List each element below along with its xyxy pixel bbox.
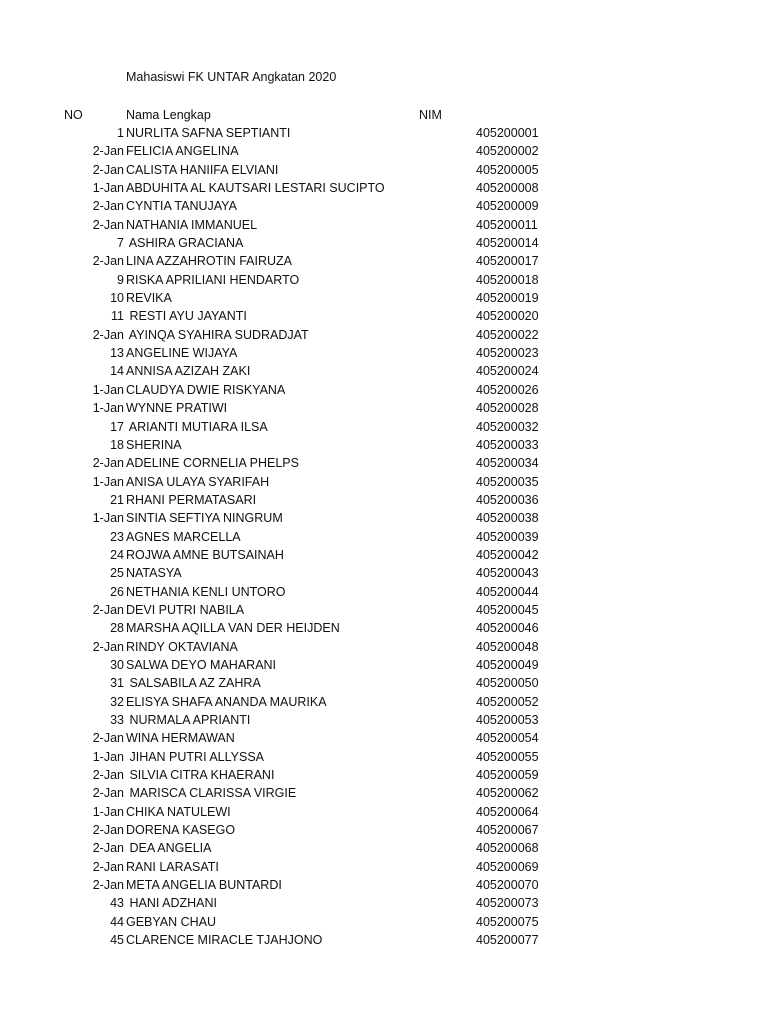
row-number: 2-Jan — [92, 731, 124, 746]
row-number: 28 — [110, 621, 124, 636]
row-number: 11 — [111, 309, 124, 324]
table-row — [0, 748, 768, 766]
row-number: 1-Jan — [92, 474, 124, 489]
table-row — [0, 858, 768, 876]
student-nim: 405200043 — [476, 566, 539, 581]
row-number: 2-Jan — [92, 217, 124, 232]
student-name: ANNISA AZIZAH ZAKI — [126, 364, 251, 379]
table-row — [0, 638, 768, 656]
row-number: 43 — [110, 896, 124, 911]
row-number: 1-Jan — [92, 401, 124, 416]
student-name: DORENA KASEGO — [126, 823, 236, 838]
student-nim: 405200020 — [476, 309, 539, 324]
row-number: 2-Jan — [92, 841, 124, 856]
table-row — [0, 307, 768, 325]
student-nim: 405200024 — [476, 364, 539, 379]
student-nim: 405200062 — [476, 786, 539, 801]
student-name: NETHANIA KENLI UNTORO — [126, 584, 286, 599]
student-name: CYNTIA TANUJAYA — [126, 199, 237, 214]
student-nim: 405200019 — [476, 291, 539, 306]
row-number: 10 — [110, 291, 124, 306]
student-nim: 405200048 — [476, 639, 539, 654]
table-row — [0, 931, 768, 949]
student-nim: 405200073 — [476, 896, 539, 911]
row-number: 24 — [110, 547, 124, 562]
table-row — [0, 876, 768, 894]
student-name: MARSHA AQILLA VAN DER HEIJDEN — [126, 621, 340, 636]
table-row — [0, 583, 768, 601]
student-nim: 405200001 — [476, 126, 539, 140]
row-number: 2-Jan — [92, 859, 124, 874]
student-name: REVIKA — [126, 291, 172, 306]
table-row — [0, 179, 768, 197]
student-name: DEA ANGELIA — [126, 841, 212, 856]
table-row — [0, 362, 768, 380]
table-row — [0, 894, 768, 912]
table-row — [0, 344, 768, 362]
student-name: GEBYAN CHAU — [126, 914, 217, 929]
student-name: NURLITA SAFNA SEPTIANTI — [126, 126, 291, 140]
table-row — [0, 803, 768, 821]
table-row — [0, 784, 768, 802]
row-number: 2-Jan — [92, 786, 124, 801]
row-number: 2-Jan — [92, 327, 124, 342]
header-no: NO — [64, 108, 83, 122]
row-number: 25 — [110, 566, 124, 581]
student-nim: 405200017 — [476, 254, 539, 269]
row-number: 1 — [117, 126, 124, 140]
table-row — [0, 601, 768, 619]
student-name: CHIKA NATULEWI — [126, 804, 231, 819]
student-name: DEVI PUTRI NABILA — [126, 602, 245, 617]
student-nim: 405200053 — [476, 713, 539, 727]
row-number: 9 — [117, 272, 124, 287]
row-number: 1-Jan — [92, 511, 124, 526]
row-number: 2-Jan — [92, 199, 124, 214]
student-name: JIHAN PUTRI ALLYSSA — [126, 749, 265, 764]
student-nim: 405200045 — [476, 602, 539, 617]
student-name: ARIANTI MUTIARA ILSA — [126, 419, 268, 434]
row-number: 7 — [117, 236, 124, 251]
student-name: SALSABILA AZ ZAHRA — [126, 676, 261, 691]
student-nim: 405200064 — [476, 804, 539, 819]
row-number: 2-Jan — [92, 254, 124, 269]
table-row — [0, 711, 768, 729]
row-number: 23 — [110, 529, 124, 544]
row-number: 18 — [110, 437, 124, 452]
student-nim: 405200022 — [476, 327, 539, 342]
header-nim: NIM — [419, 108, 442, 122]
table-row — [0, 454, 768, 472]
student-name: CALISTA HANIIFA ELVIANI — [126, 162, 279, 177]
row-number: 1-Jan — [92, 181, 124, 196]
student-nim: 405200068 — [476, 841, 539, 856]
student-nim: 405200069 — [476, 859, 539, 874]
student-nim: 405200055 — [476, 749, 539, 764]
row-number: 1-Jan — [92, 804, 124, 819]
student-nim: 405200014 — [476, 236, 539, 251]
student-table — [0, 124, 768, 949]
table-row — [0, 564, 768, 582]
student-nim: 405200038 — [476, 511, 539, 526]
student-name: FELICIA ANGELINA — [126, 144, 239, 159]
student-name: SINTIA SEFTIYA NINGRUM — [126, 511, 283, 526]
table-row — [0, 271, 768, 289]
row-number: 1-Jan — [92, 749, 124, 764]
row-number: 17 — [110, 419, 124, 434]
table-row — [0, 252, 768, 270]
table-row — [0, 381, 768, 399]
student-name: CLAUDYA DWIE RISKYANA — [126, 382, 286, 397]
student-nim: 405200035 — [476, 474, 539, 489]
student-name: RINDY OKTAVIANA — [126, 639, 238, 654]
table-row — [0, 656, 768, 674]
student-name: AYINQA SYAHIRA SUDRADJAT — [126, 327, 309, 342]
student-name: NATASYA — [126, 566, 182, 581]
table-row — [0, 216, 768, 234]
student-nim: 405200011 — [476, 217, 538, 232]
student-name: NATHANIA IMMANUEL — [126, 217, 258, 232]
student-name: MARISCA CLARISSA VIRGIE — [126, 786, 297, 801]
student-name: NURMALA APRIANTI — [126, 713, 251, 727]
student-nim: 405200018 — [476, 272, 539, 287]
table-row — [0, 729, 768, 747]
table-row — [0, 436, 768, 454]
student-name: SILVIA CITRA KHAERANI — [126, 768, 275, 783]
student-nim: 405200070 — [476, 878, 539, 893]
table-row — [0, 528, 768, 546]
student-nim: 405200052 — [476, 694, 539, 709]
student-name: ROJWA AMNE BUTSAINAH — [126, 547, 284, 562]
row-number: 2-Jan — [92, 639, 124, 654]
student-name: SHERINA — [126, 437, 182, 452]
student-name: AGNES MARCELLA — [126, 529, 241, 544]
student-nim: 405200036 — [476, 492, 539, 507]
student-name: RESTI AYU JAYANTI — [126, 309, 247, 324]
student-name: RANI LARASATI — [126, 859, 219, 874]
student-nim: 405200033 — [476, 437, 539, 452]
table-row — [0, 234, 768, 252]
student-name: ELISYA SHAFA ANANDA MAURIKA — [126, 694, 327, 709]
table-row — [0, 491, 768, 509]
document-title: Mahasiswi FK UNTAR Angkatan 2020 — [126, 70, 337, 84]
student-nim: 405200042 — [476, 547, 539, 562]
table-row — [0, 766, 768, 784]
student-nim: 405200067 — [476, 823, 539, 838]
student-nim: 405200026 — [476, 382, 539, 397]
student-name: META ANGELIA BUNTARDI — [126, 878, 282, 893]
student-nim: 405200034 — [476, 456, 539, 471]
row-number: 45 — [110, 933, 124, 948]
student-name: WYNNE PRATIWI — [126, 401, 228, 416]
row-number: 31 — [110, 676, 124, 691]
table-row — [0, 142, 768, 160]
student-name: ASHIRA GRACIANA — [126, 236, 244, 251]
row-number: 2-Jan — [92, 162, 124, 177]
row-number: 2-Jan — [92, 144, 124, 159]
student-nim: 405200059 — [476, 768, 539, 783]
row-number: 2-Jan — [92, 602, 124, 617]
row-number: 13 — [110, 346, 124, 361]
row-number: 33 — [110, 713, 124, 727]
student-nim: 405200039 — [476, 529, 539, 544]
row-number: 32 — [110, 694, 124, 709]
student-name: WINA HERMAWAN — [126, 731, 235, 746]
student-nim: 405200008 — [476, 181, 539, 196]
student-nim: 405200050 — [476, 676, 539, 691]
student-name: RHANI PERMATASARI — [126, 492, 257, 507]
student-nim: 405200054 — [476, 731, 539, 746]
table-row — [0, 418, 768, 436]
table-row — [0, 821, 768, 839]
row-number: 2-Jan — [92, 456, 124, 471]
student-nim: 405200023 — [476, 346, 539, 361]
student-nim: 405200002 — [476, 144, 539, 159]
table-row — [0, 546, 768, 564]
header-name: Nama Lengkap — [126, 108, 211, 122]
student-name: ABDUHITA AL KAUTSARI LESTARI SUCIPTO — [126, 181, 385, 196]
student-nim: 405200077 — [476, 933, 539, 948]
table-row — [0, 197, 768, 215]
table-row — [0, 289, 768, 307]
student-name: SALWA DEYO MAHARANI — [126, 657, 277, 672]
table-row — [0, 161, 768, 179]
table-row — [0, 674, 768, 692]
student-nim: 405200009 — [476, 199, 539, 214]
row-number: 21 — [110, 492, 124, 507]
student-name: LINA AZZAHROTIN FAIRUZA — [126, 254, 292, 269]
row-number: 26 — [110, 584, 124, 599]
table-row — [0, 913, 768, 931]
row-number: 30 — [110, 657, 124, 672]
student-name: CLARENCE MIRACLE TJAHJONO — [126, 933, 323, 948]
table-row — [0, 839, 768, 857]
row-number: 2-Jan — [92, 878, 124, 893]
student-name: ANGELINE WIJAYA — [126, 346, 238, 361]
row-number: 2-Jan — [92, 768, 124, 783]
row-number: 44 — [110, 914, 124, 929]
student-nim: 405200005 — [476, 162, 539, 177]
table-row — [0, 619, 768, 637]
table-row — [0, 326, 768, 344]
table-row — [0, 399, 768, 417]
student-nim: 405200028 — [476, 401, 539, 416]
student-nim: 405200032 — [476, 419, 539, 434]
student-nim: 405200046 — [476, 621, 539, 636]
table-row — [0, 124, 768, 142]
row-number: 14 — [110, 364, 124, 379]
student-nim: 405200044 — [476, 584, 539, 599]
student-nim: 405200049 — [476, 657, 539, 672]
student-nim: 405200075 — [476, 914, 539, 929]
table-row — [0, 473, 768, 491]
row-number: 2-Jan — [92, 823, 124, 838]
student-name: RISKA APRILIANI HENDARTO — [126, 272, 300, 287]
student-name: ADELINE CORNELIA PHELPS — [126, 456, 299, 471]
student-name: HANI ADZHANI — [126, 896, 217, 911]
student-name: ANISA ULAYA SYARIFAH — [126, 474, 270, 489]
table-row — [0, 693, 768, 711]
table-row — [0, 509, 768, 527]
row-number: 1-Jan — [92, 382, 124, 397]
